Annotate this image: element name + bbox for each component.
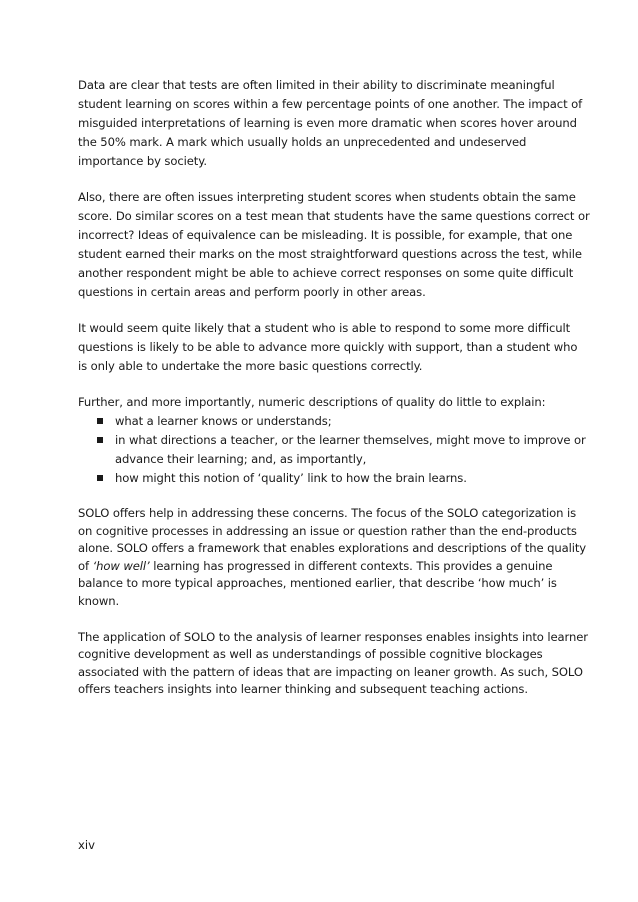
solo-text-part-2: learning has progressed in different contexts. This provides a genuine balance to more typical approaches, mentioned earlier, that describe ‘how much’ is known. bbox=[78, 558, 557, 608]
paragraph-same-score-issues: Also, there are often issues interpreting student scores when students obtain the same score. Do similar scores on a test mean that students have the same questions correct or incorrect? Ideas of equivalence can be misleading. It is possible, for example, that one student earned their marks on the most straightforward questions across the test, while another respondent might be able to achieve correct responses on some quite difficult questions in certain areas and perform poorly in other areas. bbox=[78, 190, 590, 299]
square-bullet-icon bbox=[97, 418, 103, 424]
paragraph-test-limitations: Data are clear that tests are often limited in their ability to discriminate meaningful student learning on scores within a few percentage points of one another. The impact of misguided interpretations of learning is even more dramatic when scores hover around the 50% mark. A mark which usually holds an unprecedented and undeserved importance by society. bbox=[78, 78, 583, 168]
paragraph-numeric-descriptions-intro: Further, and more importantly, numeric descriptions of quality do little to explain: bbox=[78, 395, 546, 409]
paragraph-solo-offers-help bbox=[78, 505, 590, 611]
bullet-item bbox=[78, 412, 590, 431]
bullet-item bbox=[78, 469, 590, 488]
how-well-emphasis: ‘how well’ bbox=[92, 558, 150, 573]
document-body bbox=[78, 76, 590, 717]
square-bullet-icon bbox=[97, 437, 103, 443]
bullet-item bbox=[78, 431, 590, 469]
page-number: xiv bbox=[78, 838, 95, 852]
bullet-text: how might this notion of ‘quality’ link to how the brain learns. bbox=[115, 471, 467, 485]
bullet-text: in what directions a teacher, or the learner themselves, might move to improve or advance their learning; and, as importantly, bbox=[115, 433, 586, 466]
bullet-list bbox=[78, 412, 590, 488]
bullet-text: what a learner knows or understands; bbox=[115, 414, 332, 428]
solo-text-part-1: SOLO offers help in addressing these concerns. The focus of the SOLO categorization is on cognitive processes in addressing an issue or question rather than the end-products alone. SOLO offers a framework that enables explorations and descriptions of the quality of bbox=[78, 506, 587, 573]
paragraph-solo-application: The application of SOLO to the analysis of learner responses enables insights into learner cognitive development as well as understandings of possible cognitive blockages associated with the pattern of ideas that are impacting on leaner growth. As such, SOLO offers teachers insights into learner thinking and subsequent teaching actions. bbox=[78, 629, 588, 697]
paragraph-difficult-questions: It would seem quite likely that a student who is able to respond to some more difficult questions is likely to be able to advance more quickly with support, than a student who is only able to undertake the more basic questions correctly. bbox=[78, 321, 578, 373]
square-bullet-icon bbox=[97, 475, 103, 481]
